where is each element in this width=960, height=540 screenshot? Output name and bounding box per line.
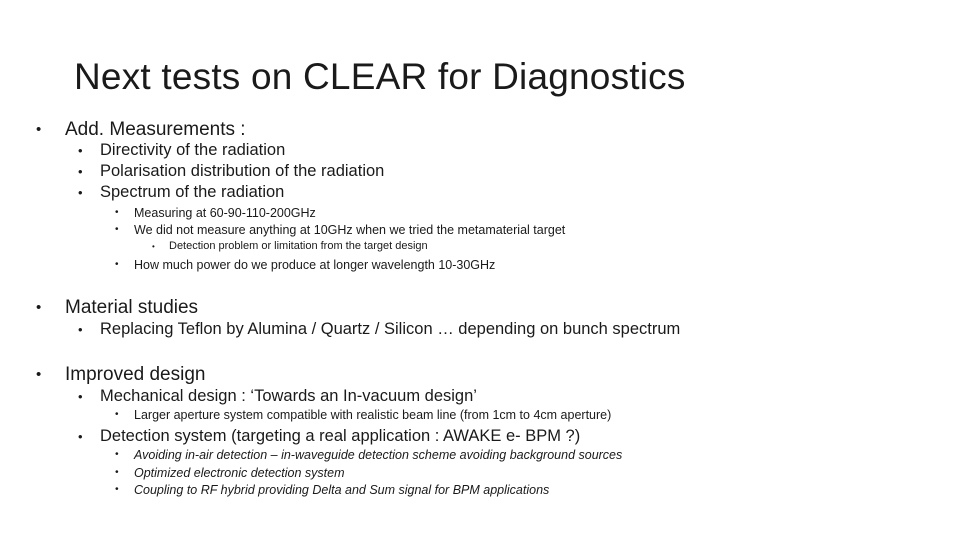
bullet-icon: • [115, 207, 119, 218]
list-item [78, 387, 477, 406]
section-material-label: Material studies [65, 297, 199, 318]
list-item [115, 483, 549, 497]
slide-title: Next tests on CLEAR for Diagnostics [74, 56, 686, 97]
list-item-text: We did not measure anything at 10GHz when we tried the metamaterial target [134, 223, 566, 237]
list-item-text: Larger aperture system compatible with realistic beam line (from 1cm to 4cm aperture) [134, 408, 612, 422]
list-item [152, 240, 428, 252]
list-item-text: Polarisation distribution of the radiation [100, 162, 385, 180]
list-item-text: Avoiding in-air detection – in-waveguide detection scheme avoiding background sources [134, 448, 623, 462]
bullet-icon: • [115, 467, 119, 478]
bullet-icon: • [115, 449, 119, 460]
list-item-text: Detection system (targeting a real application : AWAKE e- BPM ?) [100, 427, 581, 445]
bullet-icon: • [78, 322, 83, 337]
section-design [36, 364, 205, 386]
list-item [78, 427, 580, 446]
list-item [115, 448, 622, 462]
list-item [78, 141, 285, 160]
bullet-icon: • [78, 389, 83, 404]
bullet-icon: • [36, 299, 42, 316]
list-item [78, 183, 284, 202]
list-item [115, 223, 565, 237]
list-item [78, 320, 680, 339]
bullet-icon: • [78, 429, 83, 444]
section-measurements [36, 119, 246, 141]
bullet-icon: • [36, 121, 42, 138]
bullet-icon: • [78, 185, 83, 200]
list-item [115, 206, 316, 220]
bullet-icon: • [78, 143, 83, 158]
list-item-text: Directivity of the radiation [100, 141, 286, 159]
list-item-text: Replacing Teflon by Alumina / Quartz / Silicon … depending on bunch spectrum [100, 320, 681, 338]
list-item-text: Coupling to RF hybrid providing Delta and Sum signal for BPM applications [134, 483, 550, 497]
bullet-icon: • [115, 409, 119, 420]
list-item [78, 162, 384, 181]
list-item-text: Spectrum of the radiation [100, 183, 285, 201]
bullet-icon: • [78, 164, 83, 179]
list-item [115, 258, 495, 272]
list-item [115, 466, 345, 480]
bullet-icon: • [115, 224, 119, 235]
list-item-text: Optimized electronic detection system [134, 466, 345, 480]
section-design-label: Improved design [65, 364, 206, 385]
list-item-text: Detection problem or limitation from the target design [169, 240, 428, 252]
section-measurements-label: Add. Measurements : [65, 119, 246, 140]
bullet-icon: • [36, 366, 42, 383]
bullet-icon: • [115, 259, 119, 270]
list-item-text: How much power do we produce at longer wavelength 10-30GHz [134, 258, 496, 272]
list-item-text: Mechanical design : ‘Towards an In-vacuum design’ [100, 387, 477, 405]
list-item-text: Measuring at 60-90-110-200GHz [134, 206, 316, 220]
list-item [115, 408, 611, 422]
bullet-icon: • [152, 242, 155, 251]
bullet-icon: • [115, 484, 119, 495]
section-material [36, 297, 198, 319]
